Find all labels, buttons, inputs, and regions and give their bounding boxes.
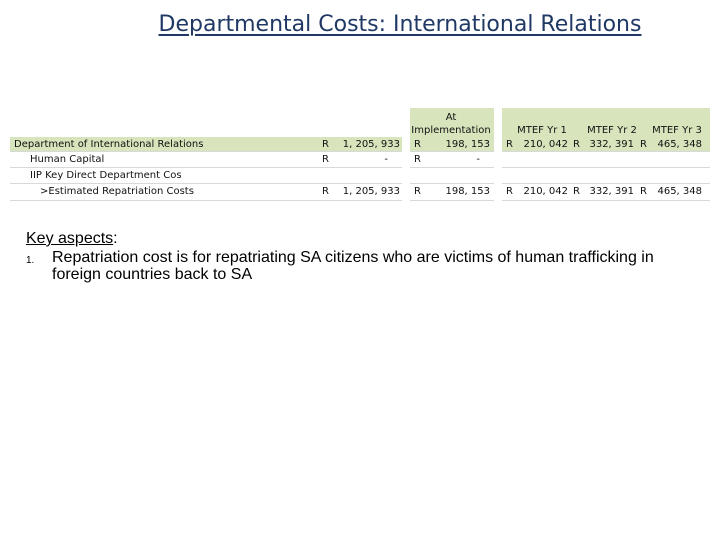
row-rule [10,167,710,168]
slide-title: Departmental Costs: International Relations [158,12,642,37]
header-mtef-yr1: MTEF Yr 1 [517,125,567,136]
header-mtef-yr3: MTEF Yr 3 [652,125,702,136]
value-total: 1, 205, 933 [342,139,400,150]
value-at-implementation: 198, 153 [445,139,490,150]
value-mtef-yr3: 465, 348 [657,139,702,150]
value-total: - [384,154,388,165]
value-at-implementation: 198, 153 [445,186,490,197]
header-mtef-yr2: MTEF Yr 2 [587,125,637,136]
currency: R [414,139,421,150]
currency: R [322,139,329,150]
value-mtef-yr1: 210, 042 [523,139,568,150]
value-mtef-yr2: 332, 391 [589,139,634,150]
value-at-implementation: - [476,154,480,165]
cost-table [10,108,710,202]
currency: R [573,186,580,197]
list-item [26,249,666,283]
currency: R [573,139,580,150]
column-separator [494,108,502,202]
row-rule [10,200,710,201]
list-item-text: Repatriation cost is for repatriating SA citizens who are victims of human trafficking in foreign countries back to SA [52,249,654,283]
header-implementation: Implementation [411,125,491,136]
value-mtef-yr2: 332, 391 [589,186,634,197]
currency: R [506,186,513,197]
list-item-number: 1. [26,255,35,266]
header-at: At [445,112,457,123]
key-aspects-colon: : [113,230,118,247]
currency: R [322,186,329,197]
currency: R [414,186,421,197]
row-label: Department of International Relations [14,139,204,150]
currency: R [640,139,647,150]
key-aspects-heading-text: Key aspects [26,230,114,247]
value-total: 1, 205, 933 [342,186,400,197]
value-mtef-yr3: 465, 348 [657,186,702,197]
key-aspects [26,230,666,283]
key-aspects-heading [26,230,666,247]
value-mtef-yr1: 210, 042 [523,186,568,197]
row-rule [10,151,710,152]
row-label: >Estimated Repatriation Costs [40,186,194,197]
currency: R [414,154,421,165]
row-label: Human Capital [30,154,105,165]
currency: R [506,139,513,150]
row-label: IIP Key Direct Department Cos [30,170,182,181]
row-rule [10,183,710,184]
currency: R [322,154,329,165]
currency: R [640,186,647,197]
